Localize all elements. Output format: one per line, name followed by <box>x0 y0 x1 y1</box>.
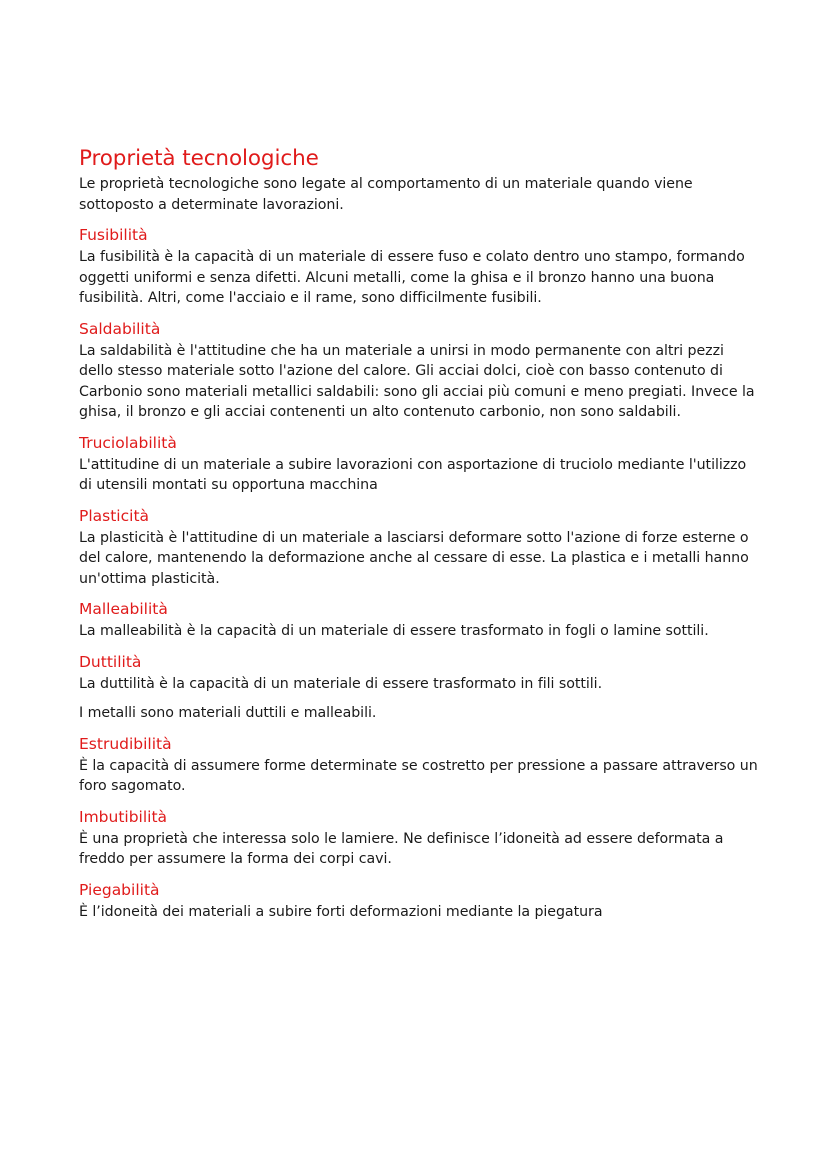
section-heading: Malleabilità <box>79 600 168 618</box>
section-piegabilita <box>79 880 759 923</box>
section-paragraph: La saldabilità è l'attitudine che ha un materiale a unirsi in modo permanente con altri pezzi dello stesso materiale sotto l'azione del calore. Gli acciai dolci, cioè con basso contenuto di Carbonio sono materiali metallici saldabili: sono gli acciai più comuni e meno pregiati. Invece la ghisa, il bronzo e gli acciai contenenti un alto contenuto carbonio, non sono saldabili. <box>79 342 755 420</box>
page-title: Proprietà tecnologiche <box>79 146 319 171</box>
section-paragraph: È una proprietà che interessa solo le lamiere. Ne definisce l’idoneità ad essere deformata a freddo per assumere la forma dei corpi cavi. <box>79 830 724 867</box>
section-heading: Truciolabilità <box>79 433 177 452</box>
section-paragraph: È l’idoneità dei materiali a subire forti deformazioni mediante la piegatura <box>79 903 603 920</box>
section-heading: Plasticità <box>79 506 150 525</box>
section-fusibilita <box>79 225 759 309</box>
section-malleabilita <box>79 599 759 642</box>
section-duttilita <box>79 652 759 724</box>
section-paragraph: La duttilità è la capacità di un materiale di essere trasformato in fili sottili. <box>79 675 603 692</box>
document-page <box>79 146 759 922</box>
section-paragraph: L'attitudine di un materiale a subire lavorazioni con asportazione di truciolo mediante l'utilizzo di utensili montati su opportuna macchina <box>79 456 747 493</box>
section-plasticita <box>79 506 759 590</box>
section-paragraph: È la capacità di assumere forme determinate se costretto per pressione a passare attraverso un foro sagomato. <box>79 757 758 794</box>
section-heading: Imbutibilità <box>79 807 168 826</box>
intro-paragraph: Le proprietà tecnologiche sono legate al comportamento di un materiale quando viene sottoposto a determinate lavorazioni. <box>79 176 693 213</box>
section-estrudibilita <box>79 734 759 797</box>
section-paragraph: La plasticità è l'attitudine di un materiale a lasciarsi deformare sotto l'azione di forze esterne o del calore, mantenendo la deformazione anche al cessare di esse. La plastica e i metalli hanno un'ottima plasticità. <box>79 529 749 587</box>
section-paragraph: La malleabilità è la capacità di un materiale di essere trasformato in fogli o lamine sottili. <box>79 623 709 639</box>
section-heading: Estrudibilità <box>79 734 172 753</box>
section-imbutibilita <box>79 807 759 870</box>
section-heading: Saldabilità <box>79 319 161 338</box>
section-heading: Piegabilità <box>79 880 160 899</box>
section-note-paragraph: I metalli sono materiali duttili e malleabili. <box>79 705 377 721</box>
section-paragraph: La fusibilità è la capacità di un materiale di essere fuso e colato dentro uno stampo, formando oggetti uniformi e senza difetti. Alcuni metalli, come la ghisa e il bronzo hanno una buona fusibilità. Altri, come l'acciaio e il rame, sono difficilmente fusibili. <box>79 249 745 306</box>
section-truciolabilita <box>79 433 759 496</box>
section-heading: Fusibilità <box>79 226 148 244</box>
section-saldabilita <box>79 319 759 423</box>
section-heading: Duttilità <box>79 652 142 671</box>
